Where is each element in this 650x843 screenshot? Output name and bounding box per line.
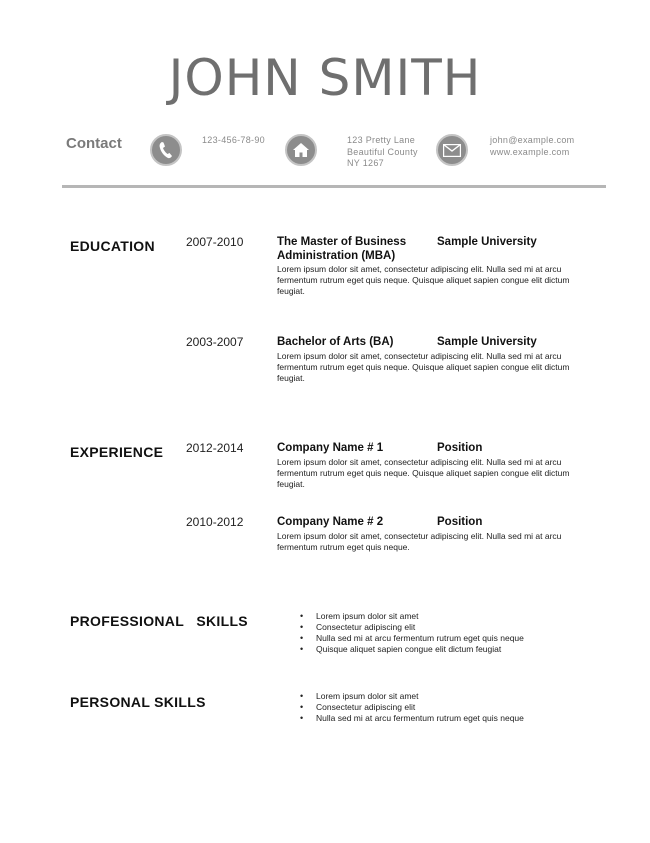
company-name: Company Name # 1: [277, 442, 384, 454]
list-item: • Consectetur adipiscing elit: [300, 702, 620, 713]
envelope-icon: [436, 134, 468, 166]
list-item: • Lorem ipsum dolor sit amet: [300, 611, 620, 622]
education-entry-2: [277, 336, 577, 384]
entry-description: Lorem ipsum dolor sit amet, consectetur adipiscing elit. Nulla sed mi at arcu fermentum rutrum eget quis neque. Quisque aliquet sapien congue elit dictum feugiat.: [277, 350, 570, 383]
position-title: Position: [437, 516, 483, 528]
education-heading: EDUCATION: [70, 238, 155, 254]
entry-description: Lorem ipsum dolor sit amet, consectetur adipiscing elit. Nulla sed mi at arcu fermentum rutrum eget quis neque. Quisque aliquet sapien congue elit dictum feugiat.: [277, 264, 570, 296]
list-item: • Nulla sed mi at arcu fermentum rutrum eget quis neque: [300, 633, 620, 644]
education-entry-1: [277, 236, 577, 297]
experience-entry-1: [277, 442, 577, 490]
degree-title: Bachelor of Arts (BA): [277, 336, 394, 348]
experience-date-2: 2010-2012: [186, 515, 244, 529]
experience-entry-2: [277, 516, 577, 553]
list-item: • Nulla sed mi at arcu fermentum rutrum eget quis neque: [300, 713, 620, 724]
company-name: Company Name # 2: [277, 516, 384, 528]
home-icon: [285, 134, 317, 166]
list-item: • Consectetur adipiscing elit: [300, 622, 620, 633]
degree-title: The Master of Business Administration (MBA): [277, 236, 407, 262]
phone-icon: [150, 134, 182, 166]
education-date-1: 2007-2010: [186, 235, 244, 249]
email-website-block: [490, 135, 574, 158]
contact-label: Contact: [66, 135, 122, 152]
professional-skills-list: [300, 611, 620, 655]
entry-description: Lorem ipsum dolor sit amet, consectetur adipiscing elit. Nulla sed mi at arcu fermentum rutrum eget quis neque. Quisque aliquet sapien congue elit dictum feugiat.: [277, 456, 570, 489]
experience-date-1: 2012-2014: [186, 441, 244, 455]
personal-skills-list: [300, 691, 620, 724]
education-date-2: 2003-2007: [186, 335, 244, 349]
address-line-2: Beautiful County: [347, 146, 418, 157]
personal-skills-heading: PERSONAL SKILLS: [70, 694, 206, 710]
website-url[interactable]: www.example.com: [490, 146, 570, 157]
school-name: Sample University: [437, 336, 537, 348]
experience-heading: EXPERIENCE: [70, 444, 164, 460]
position-title: Position: [437, 442, 483, 454]
address-line-3: NY 1267: [347, 158, 384, 168]
professional-skills-heading: PROFESSIONAL SKILLS: [70, 613, 248, 629]
phone-number: 123-456-78-90: [202, 135, 265, 145]
email-address[interactable]: john@example.com: [490, 135, 575, 145]
list-item: • Lorem ipsum dolor sit amet: [300, 691, 620, 702]
entry-description: Lorem ipsum dolor sit amet, consectetur adipiscing elit. Nulla sed mi at arcu fermentum rutrum eget quis neque.: [277, 530, 562, 552]
school-name: Sample University: [437, 236, 537, 248]
address-block: [347, 135, 418, 170]
header-divider: [62, 185, 606, 188]
list-item: • Quisque aliquet sapien congue elit dictum feugiat: [300, 644, 620, 655]
address-line-1: 123 Pretty Lane: [347, 135, 416, 145]
resume-name: JOHN SMITH: [168, 49, 482, 107]
